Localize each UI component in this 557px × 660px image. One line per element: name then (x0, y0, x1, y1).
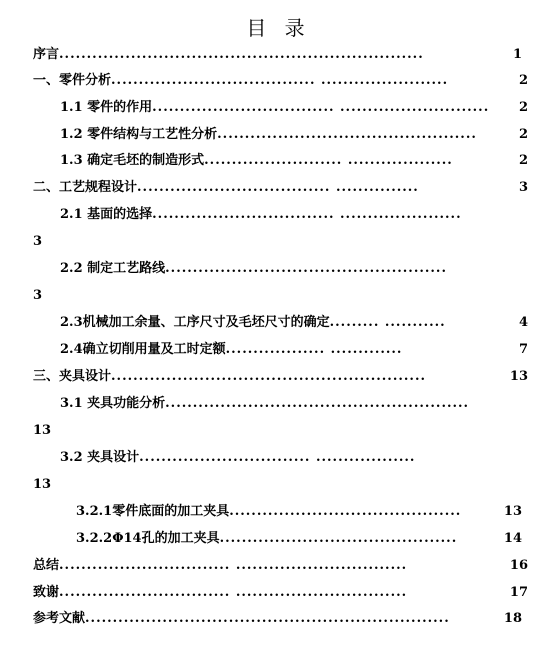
toc-entry-label: 序言 (33, 47, 60, 62)
toc-entry[interactable] (33, 583, 528, 603)
toc-page-number: 4 (517, 313, 528, 333)
toc-leader-dots: ................................................... (165, 261, 447, 276)
toc-page-number: 18 (502, 609, 522, 629)
toc-leader-dots: ............................................... (217, 127, 477, 142)
toc-page-number: 3 (517, 178, 528, 198)
toc-page-number: 7 (517, 340, 528, 360)
toc-entry-label: 致谢 (33, 585, 60, 600)
toc-entry[interactable] (33, 45, 522, 65)
toc-entry-label: 二、工艺规程设计 (33, 180, 138, 195)
toc-entry-label: 2.4确立切削用量及工时定额 (60, 342, 226, 357)
toc-entry-label: 1.1 零件的作用 (60, 100, 153, 115)
toc-entry[interactable] (33, 178, 528, 198)
toc-entry[interactable] (33, 367, 528, 387)
toc-page-number: 16 (508, 556, 528, 576)
toc-leader-dots: ............................... ............................... (59, 585, 408, 600)
toc-entry[interactable] (60, 125, 528, 145)
toc-page-number-wrapped: 3 (33, 288, 43, 303)
toc-page-number: 2 (517, 151, 528, 171)
toc-entry-label: 1.3 确定毛坯的制造形式 (60, 153, 205, 168)
toc-leader-dots: .......................................... (229, 504, 462, 519)
toc-entry[interactable] (60, 259, 535, 279)
toc-page-number: 14 (502, 529, 522, 549)
toc-leader-dots: ............................... ............................... (59, 558, 408, 573)
toc-entry-label: 3.2.2Φ14孔的加工夹具 (76, 531, 220, 546)
toc-page-number-wrapped: 13 (33, 423, 52, 438)
toc-entry[interactable] (33, 71, 528, 91)
toc-leader-dots: ................................. ...................... (152, 207, 462, 222)
toc-entry[interactable] (33, 556, 528, 576)
toc-entry-label: 2.3机械加工余量、工序尺寸及毛坯尺寸的确定 (60, 315, 330, 330)
toc-entry[interactable] (60, 448, 530, 468)
toc-page-number: 13 (502, 502, 522, 522)
toc-leader-dots: ........................................... (219, 531, 458, 546)
toc-entry[interactable] (60, 98, 528, 118)
toc-entry-label: 2.2 制定工艺路线 (60, 261, 166, 276)
toc-entry-label: 三、夹具设计 (33, 369, 112, 384)
toc-entry-label: 1.2 零件结构与工艺性分析 (60, 127, 218, 142)
toc-entry[interactable] (60, 313, 528, 333)
toc-entry-label: 参考文献 (33, 611, 86, 626)
toc-page-number-wrapped: 13 (33, 477, 52, 492)
toc-entry-label: 3.2 夹具设计 (60, 450, 140, 465)
toc-page-number: 2 (517, 98, 528, 118)
toc-entry[interactable] (76, 502, 522, 522)
toc-leader-dots: .................. ............. (225, 342, 403, 357)
toc-entry[interactable] (76, 529, 522, 549)
toc-entry[interactable] (60, 394, 535, 414)
toc-entry[interactable] (60, 205, 530, 225)
toc-page-number: 13 (508, 367, 528, 387)
toc-page-number: 2 (517, 71, 528, 91)
toc-page-number: 2 (517, 125, 528, 145)
toc-leader-dots: .................................................................. (59, 47, 424, 62)
toc-leader-dots: ............................... .................. (139, 450, 416, 465)
toc-entry-label: 一、零件分析 (33, 73, 112, 88)
toc-entry-label: 总结 (33, 558, 60, 573)
toc-leader-dots: ................................... ............... (137, 180, 419, 195)
toc-entry[interactable] (60, 151, 528, 171)
toc-entry[interactable] (33, 609, 522, 629)
toc-entry-label: 3.2.1零件底面的加工夹具 (76, 504, 230, 519)
toc-entry[interactable] (60, 340, 528, 360)
toc-leader-dots: ..................................... ....................... (111, 73, 449, 88)
toc-leader-dots: ......................... ................... (204, 153, 453, 168)
toc-page-number: 17 (508, 583, 528, 603)
toc-page-number: 1 (511, 45, 522, 65)
toc-leader-dots: .................................................................. (85, 611, 450, 626)
toc-leader-dots: ................................. ........................... (152, 100, 490, 115)
toc-entry-label: 3.1 夹具功能分析 (60, 396, 166, 411)
toc-title: 目 录 (246, 16, 311, 40)
toc-entry-label: 2.1 基面的选择 (60, 207, 153, 222)
toc-page-number-wrapped: 3 (33, 234, 43, 249)
toc-leader-dots: ....................................................... (165, 396, 470, 411)
toc-leader-dots: ......................................................... (111, 369, 426, 384)
toc-leader-dots: ......... ........... (329, 315, 446, 330)
